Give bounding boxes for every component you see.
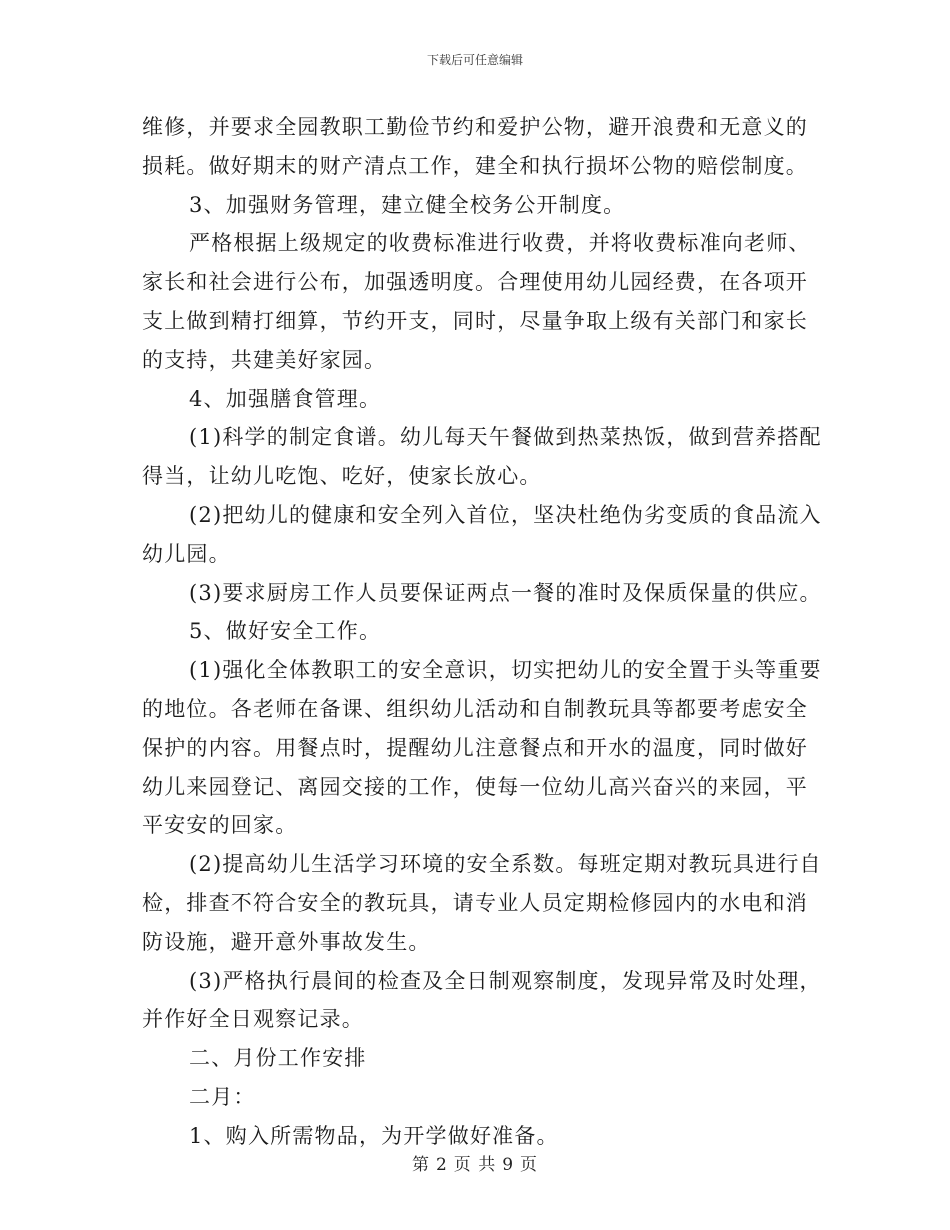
text-line: 损耗。做好期末的财产清点工作，建全和执行损坏公物的赔偿制度。 [142, 153, 808, 178]
page-footer [0, 1154, 950, 1176]
text-line: 3、加强财务管理，建立健全校务公开制度。 [189, 192, 626, 217]
text-line: 5、做好安全工作。 [189, 619, 382, 644]
page-header-note: 下载后可任意编辑 [426, 53, 523, 67]
text-line: 4、加强膳食管理。 [189, 386, 382, 411]
text-line: 二、月份工作安排 [189, 1046, 367, 1071]
text-line: 二月： [189, 1084, 256, 1109]
footer-middle: 页 共 [453, 1155, 497, 1175]
footer-suffix: 页 [520, 1155, 539, 1175]
body-text [142, 108, 822, 1156]
text-line: (2)把幼儿的健康和安全列入首位，坚决杜绝伪劣变质的食品流入 [189, 502, 822, 527]
document-body [142, 108, 822, 1156]
text-line: 得当，让幼儿吃饱、吃好，使家长放心。 [142, 464, 542, 489]
text-line: (1)科学的制定食谱。幼儿每天午餐做到热菜热饭，做到营养搭配 [189, 425, 822, 450]
text-line: 幼儿来园登记、离园交接的工作，使每一位幼儿高兴奋兴的来园，平 [142, 774, 808, 799]
text-line: 严格根据上级规定的收费标准进行收费，并将收费标准向老师、 [189, 231, 811, 256]
footer-total-pages: 9 [502, 1155, 515, 1175]
text-line: 并作好全日观察记录。 [142, 1007, 364, 1032]
text-line: 检，排查不符合安全的教玩具，请专业人员定期检修园内的水电和消 [142, 890, 808, 915]
text-line: (3)严格执行晨间的检查及全日制观察制度，发现异常及时处理， [189, 968, 822, 993]
text-line: 幼儿园。 [142, 541, 231, 566]
text-line: 维修，并要求全园教职工勤俭节约和爱护公物，避开浪费和无意义的 [142, 115, 808, 139]
text-line: 家长和社会进行公布，加强透明度。合理使用幼儿园经费，在各项开 [142, 270, 808, 295]
text-line: 的地位。各老师在备课、组织幼儿活动和自制教玩具等都要考虑安全 [142, 696, 808, 721]
footer-current-page: 2 [435, 1155, 448, 1175]
text-line: 保护的内容。用餐点时，提醒幼儿注意餐点和开水的温度，同时做好 [142, 735, 808, 760]
footer-prefix: 第 [411, 1155, 430, 1175]
text-line: (2)提高幼儿生活学习环境的安全系数。每班定期对教玩具进行自 [189, 852, 822, 877]
text-line: 的支持，共建美好家园。 [142, 347, 387, 372]
text-line: (1)强化全体教职工的安全意识，切实把幼儿的安全置于头等重要 [189, 658, 822, 683]
text-line: 平安安的回家。 [142, 813, 298, 838]
text-line: (3)要求厨房工作人员要保证两点一餐的准时及保质保量的供应。 [189, 580, 822, 605]
text-line: 防设施，避开意外事故发生。 [142, 929, 431, 954]
text-line: 1、购入所需物品，为开学做好准备。 [189, 1123, 559, 1148]
text-line: 支上做到精打细算，节约开支，同时，尽量争取上级有关部门和家长 [142, 308, 808, 333]
